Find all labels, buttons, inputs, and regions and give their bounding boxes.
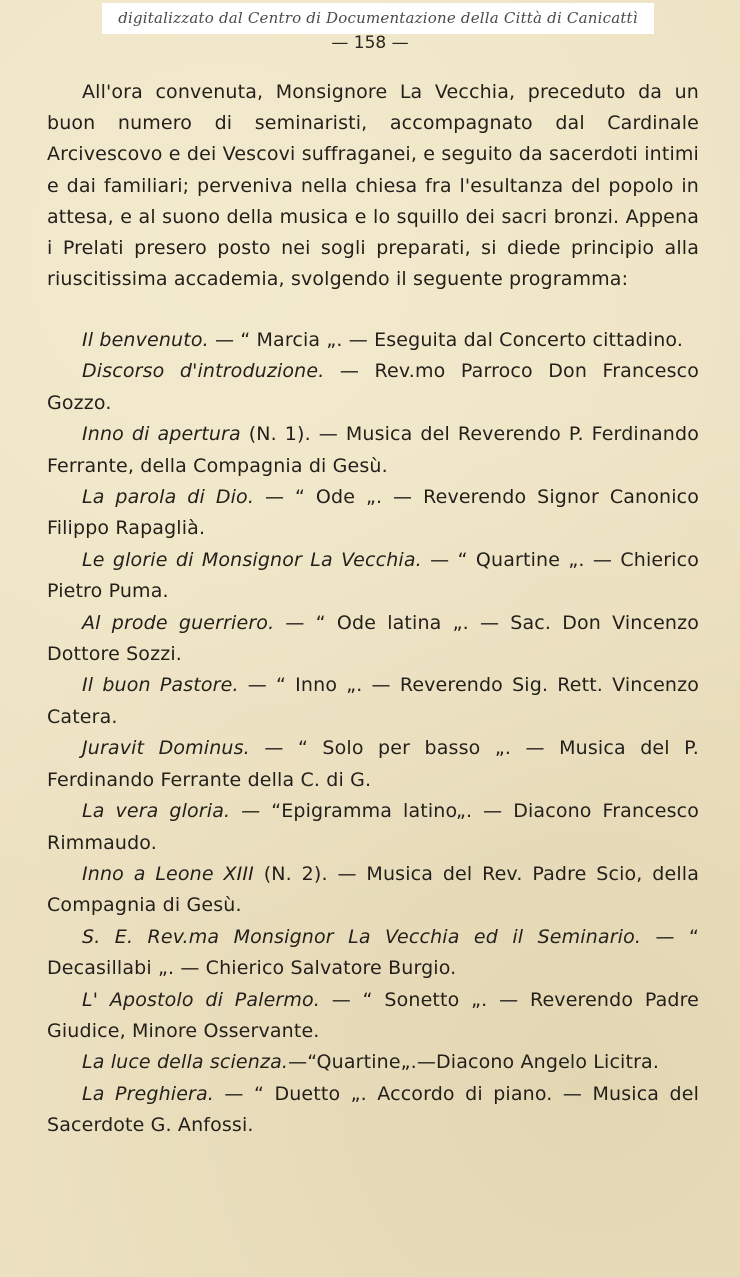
program-entry	[47, 608, 699, 671]
program-entry-details: — “Epigramma latino„. — Diacono Francesco Rimmaudo.	[47, 800, 699, 854]
program-entry-details: (N. 1). — Musica del Reverendo P. Ferdinando Ferrante, della Compagnia di Gesù.	[47, 423, 699, 477]
program-entry-title: S. E. Rev.ma Monsignor La Vecchia ed il Seminario.	[82, 925, 642, 948]
program-entry	[47, 670, 699, 733]
program-entry	[47, 1079, 699, 1142]
program-entry	[47, 796, 699, 859]
page-number: — 158 —	[331, 33, 409, 53]
program-entry-title: La Preghiera.	[82, 1082, 214, 1105]
program-entry-details: — “ Duetto „. Accordo di piano. — Musica del Sacerdote G. Anfossi.	[47, 1082, 699, 1137]
program-entry	[47, 419, 699, 482]
program-entry-details: —“Quartine„.—Diacono Angelo Licitra.	[288, 1051, 660, 1074]
program-entry-details: — “ Solo per basso „. — Musica del P. Ferdinando Ferrante della C. di G.	[47, 737, 699, 791]
program-entry-title: Al prode guerriero.	[82, 611, 275, 634]
program-entry	[47, 733, 699, 796]
program-entry-title: Inno a Leone XIII	[82, 862, 254, 885]
program-entry-title: Le glorie di Monsignor La Vecchia.	[82, 548, 422, 571]
program-entry-details: — “ Ode „. — Reverendo Signor Canonico Filippo Rapaglià.	[47, 486, 699, 540]
program-entry	[47, 356, 699, 419]
program-entry-details: — Rev.mo Parroco Don Francesco Gozzo.	[47, 360, 700, 414]
program-entry-title: La vera gloria.	[82, 800, 231, 823]
program-entry	[47, 859, 699, 922]
program-entry	[47, 545, 699, 608]
program-entry-details: (N. 2). — Musica del Rev. Padre Scio, della Compagnia di Gesù.	[47, 862, 699, 917]
program-entry-title: Discorso d'introduzione.	[82, 360, 325, 383]
digitization-watermark: digitalizzato dal Centro di Documentazione della Città di Canicattì	[102, 3, 654, 34]
intro-paragraph: All'ora convenuta, Monsignore La Vecchia, preceduto da un buon numero di seminaristi, accompagnato dal Cardinale Arcivescovo e dei Vescovi suffraganei, e seguito da sacerdoti intimi e dai familiari; perveniva nella chiesa fra l'esultanza del popolo in attesa, e al suono della musica e lo squillo dei sacri bronzi. Appena i Prelati presero posto nei sogli preparati, si diede principio alla riuscitissima accademia, svolgendo il seguente programma:	[47, 81, 699, 291]
program-entry-title: La parola di Dio.	[82, 486, 255, 509]
program-entry-title: Il buon Pastore.	[82, 674, 239, 697]
program-entry-title: Il benvenuto.	[82, 329, 209, 351]
program-entry-title: Inno di apertura	[82, 423, 241, 446]
program-entry	[47, 922, 699, 985]
program-entry	[47, 482, 699, 545]
program-entry-title: L' Apostolo di Palermo.	[82, 988, 321, 1011]
program-entry	[47, 985, 699, 1048]
program-entry-details: — “ Ode latina „. — Sac. Don Vincenzo Dottore Sozzi.	[47, 611, 699, 666]
program-entry-title: Juravit Dominus.	[82, 737, 250, 760]
program-entry-details: — “ Inno „. — Reverendo Sig. Rett. Vincenzo Catera.	[47, 674, 699, 728]
program-list	[47, 325, 699, 1142]
program-entry-details: — “ Marcia „. — Eseguita dal Concerto cittadino.	[208, 329, 684, 351]
program-entry-details: — “ Quartine „. — Chierico Pietro Puma.	[47, 548, 699, 603]
program-entry-title: La luce della scienza.	[82, 1051, 289, 1074]
program-entry	[47, 1047, 699, 1078]
program-entry-details: — “ Sonetto „. — Reverendo Padre Giudice, Minore Osservante.	[47, 988, 699, 1042]
program-entry-details: — “ Decasillabi „. — Chierico Salvatore Burgio.	[47, 925, 699, 980]
program-entry	[47, 325, 699, 356]
